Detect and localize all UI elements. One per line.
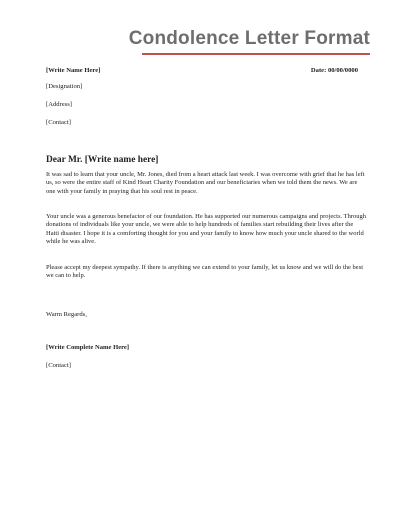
page-title: Condolence Letter Format: [128, 28, 370, 49]
signature-contact: [Contact]: [46, 362, 71, 369]
sender-name: [Write Name Here]: [46, 67, 101, 74]
body-paragraph-3: Please accept my deepest sympathy. If there is anything we can extend to your family, let us know and we will do the best we can to help.: [46, 264, 364, 280]
document-page: [16, 8, 400, 516]
body-paragraph-1: It was sad to learn that your uncle, Mr. Jones, died from a heart attack last week. I was overcome with grief that he has left us, so were the entire staff of Kind Heart Charity Foundation and our beneficiaries when we told them the news. We are one with your family in praying that his soul rest in peace.: [46, 171, 365, 195]
letter-date: Date: 00/00/0000: [310, 67, 358, 74]
closing: Warm Regards,: [46, 311, 87, 318]
body-paragraph-2: Your uncle was a generous benefactor of our foundation. He has supported our numerous campaigns and projects. Through donations of individuals like your uncle, we were able to help hundreds of families start rebuilding their lives after the Haiti disaster. I hope it is a comforting thought for you and your family to know how much your uncle shared to the world while he was alive.: [46, 213, 366, 246]
sender-contact: [Contact]: [46, 119, 71, 126]
sender-address: [Address]: [46, 101, 73, 108]
signature-name: [Write Complete Name Here]: [46, 344, 130, 351]
title-underline: [142, 53, 370, 55]
salutation: Dear Mr. [Write name here]: [46, 155, 159, 165]
sender-designation: [Designation]: [46, 83, 83, 90]
